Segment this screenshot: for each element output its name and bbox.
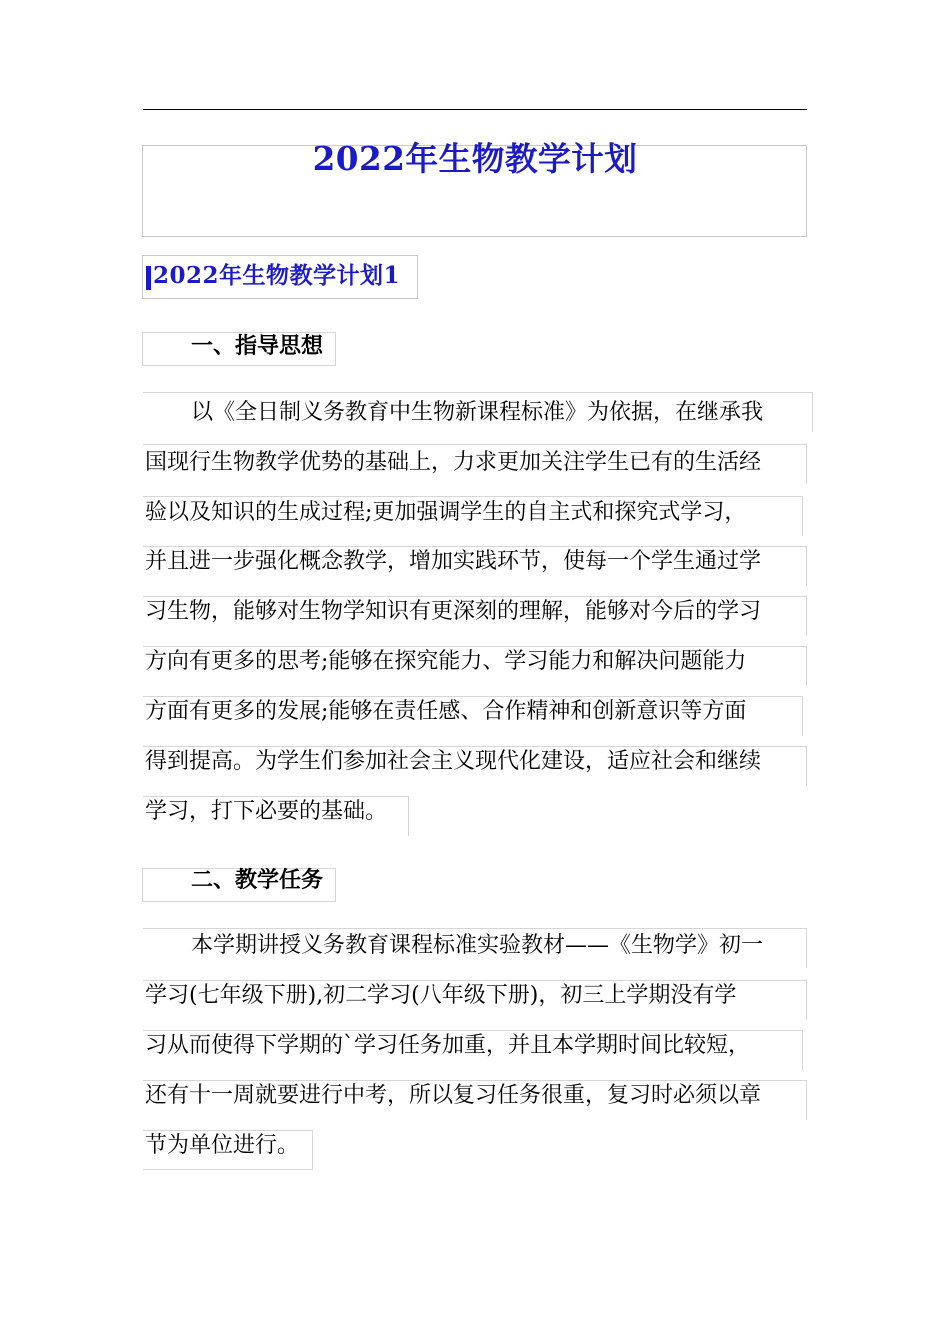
paragraph-line: 以《全日制义务教育中生物新课程标准》为依据，在继承我	[191, 400, 764, 425]
document-title: 2022年生物教学计划	[312, 139, 638, 178]
section-heading-guiding-ideology: 一、指导思想	[191, 334, 324, 359]
document-subtitle: 2022年生物教学计划1	[153, 262, 401, 289]
paragraph-line: 节为单位进行。	[145, 1133, 300, 1158]
paragraph-line: 学习(七年级下册),初二学习(八年级下册)，初三上学期没有学	[145, 983, 737, 1008]
paragraph-line: 学习，打下必要的基础。	[145, 799, 388, 824]
paragraph-line: 还有十一周就要进行中考，所以复习任务很重，复习时必须以章	[145, 1083, 762, 1108]
paragraph-line: 方向有更多的思考;能够在探究能力、学习能力和解决问题能力	[145, 649, 747, 674]
paragraph-line: 验以及知识的生成过程;更加强调学生的自主式和探究式学习，	[145, 500, 747, 525]
paragraph-line: 得到提高。为学生们参加社会主义现代化建设，适应社会和继续	[145, 749, 762, 774]
paragraph-line: 本学期讲授义务教育课程标准实验教材——《生物学》初一	[191, 933, 764, 958]
paragraph-line: 并且进一步强化概念教学，增加实践环节，使每一个学生通过学	[145, 549, 762, 574]
top-rule	[143, 109, 807, 110]
paragraph-line: 国现行生物教学优势的基础上，力求更加关注学生已有的生活经	[145, 450, 762, 475]
paragraph-line: 习生物，能够对生物学知识有更深刻的理解，能够对今后的学习	[145, 599, 762, 624]
text-cursor-marker	[146, 266, 151, 290]
paragraph-line: 方面有更多的发展;能够在责任感、合作精神和创新意识等方面	[145, 699, 747, 724]
paragraph-line: 习从而使得下学期的`学习任务加重，并且本学期时间比较短，	[145, 1033, 751, 1058]
section-heading-teaching-tasks: 二、教学任务	[191, 868, 324, 893]
